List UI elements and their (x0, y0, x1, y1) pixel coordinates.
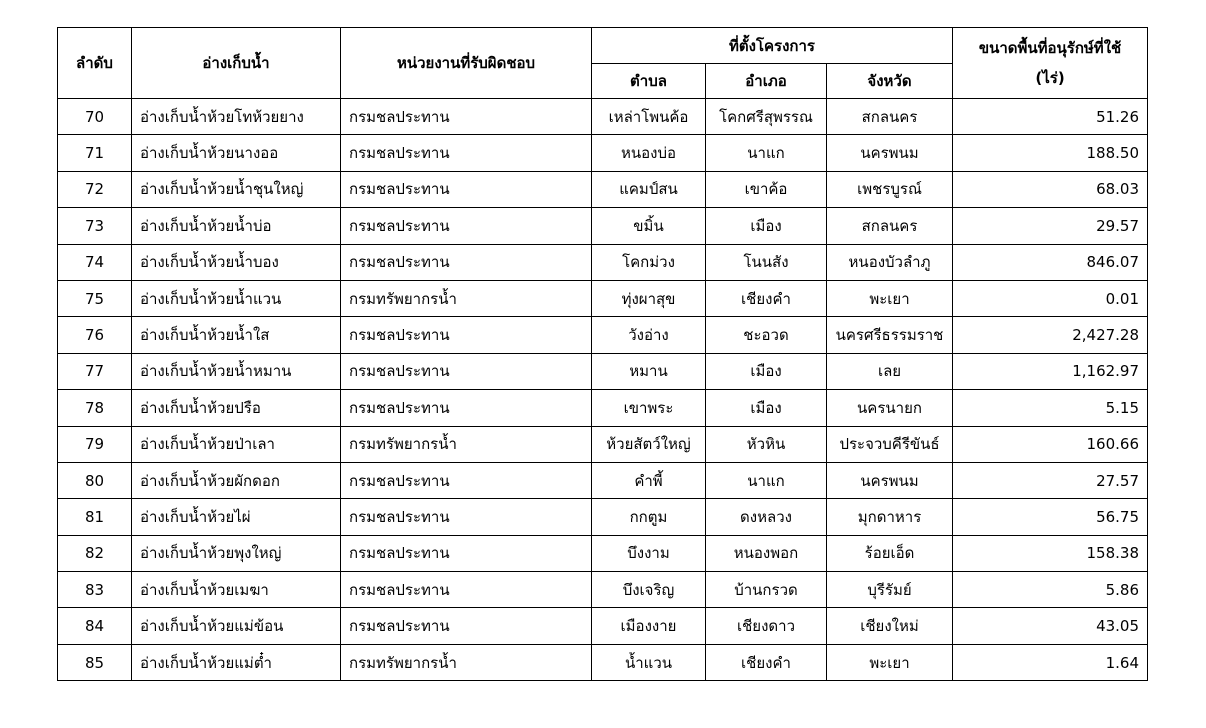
cell-district: นาแก (706, 135, 827, 171)
cell-no: 76 (58, 317, 132, 353)
table-row (58, 171, 1148, 207)
cell-area: 56.75 (953, 499, 1148, 535)
cell-district: ชะอวด (706, 317, 827, 353)
cell-district: นาแก (706, 462, 827, 498)
table-row (58, 426, 1148, 462)
cell-area: 1,162.97 (953, 353, 1148, 389)
cell-area: 43.05 (953, 608, 1148, 644)
cell-area: 1.64 (953, 644, 1148, 680)
cell-agency: กรมชลประทาน (341, 353, 592, 389)
cell-province: ประจวบคีรีขันธ์ (827, 426, 953, 462)
cell-agency: กรมชลประทาน (341, 244, 592, 280)
cell-agency: กรมชลประทาน (341, 317, 592, 353)
col-header-location: ที่ตั้งโครงการ (592, 28, 953, 64)
cell-area: 68.03 (953, 171, 1148, 207)
cell-subdistrict: หนองบ่อ (592, 135, 706, 171)
cell-reservoir-name: อ่างเก็บน้ำห้วยแม่ต๋ำ (132, 644, 341, 680)
cell-agency: กรมชลประทาน (341, 535, 592, 571)
cell-area: 5.86 (953, 572, 1148, 608)
cell-agency: กรมชลประทาน (341, 135, 592, 171)
cell-agency: กรมทรัพยากรน้ำ (341, 426, 592, 462)
col-header-area (953, 28, 1148, 99)
table-row (58, 644, 1148, 680)
table-row (58, 390, 1148, 426)
cell-reservoir-name: อ่างเก็บน้ำห้วยปรือ (132, 390, 341, 426)
table-row (58, 608, 1148, 644)
cell-reservoir-name: อ่างเก็บน้ำห้วยนางออ (132, 135, 341, 171)
cell-district: หัวหิน (706, 426, 827, 462)
col-header-no: ลำดับ (58, 28, 132, 99)
cell-reservoir-name: อ่างเก็บน้ำห้วยน้ำใส (132, 317, 341, 353)
cell-no: 84 (58, 608, 132, 644)
cell-no: 78 (58, 390, 132, 426)
cell-agency: กรมชลประทาน (341, 572, 592, 608)
cell-province: พะเยา (827, 644, 953, 680)
cell-district: เมือง (706, 390, 827, 426)
cell-district: หนองพอก (706, 535, 827, 571)
cell-district: เชียงดาว (706, 608, 827, 644)
col-header-reservoir: อ่างเก็บน้ำ (132, 28, 341, 99)
cell-district: เชียงคำ (706, 644, 827, 680)
table-row (58, 462, 1148, 498)
cell-subdistrict: ห้วยสัตว์ใหญ่ (592, 426, 706, 462)
cell-no: 77 (58, 353, 132, 389)
cell-agency: กรมทรัพยากรน้ำ (341, 280, 592, 316)
cell-reservoir-name: อ่างเก็บน้ำห้วยน้ำชุนใหญ่ (132, 171, 341, 207)
cell-area: 5.15 (953, 390, 1148, 426)
cell-no: 83 (58, 572, 132, 608)
cell-subdistrict: โคกม่วง (592, 244, 706, 280)
cell-district: เชียงคำ (706, 280, 827, 316)
cell-reservoir-name: อ่างเก็บน้ำห้วยเมฆา (132, 572, 341, 608)
cell-district: เขาค้อ (706, 171, 827, 207)
cell-province: มุกดาหาร (827, 499, 953, 535)
cell-province: เลย (827, 353, 953, 389)
cell-area: 27.57 (953, 462, 1148, 498)
cell-province: พะเยา (827, 280, 953, 316)
table-row (58, 208, 1148, 244)
cell-agency: กรมชลประทาน (341, 462, 592, 498)
table-row (58, 572, 1148, 608)
cell-subdistrict: วังอ่าง (592, 317, 706, 353)
cell-district: บ้านกรวด (706, 572, 827, 608)
table-row (58, 280, 1148, 316)
table-row (58, 99, 1148, 135)
cell-reservoir-name: อ่างเก็บน้ำห้วยผักดอก (132, 462, 341, 498)
area-header-line1: ขนาดพื้นที่อนุรักษ์ที่ใช้ (978, 39, 1122, 57)
cell-province: เชียงใหม่ (827, 608, 953, 644)
cell-area: 29.57 (953, 208, 1148, 244)
cell-district: โนนสัง (706, 244, 827, 280)
cell-district: เมือง (706, 208, 827, 244)
cell-reservoir-name: อ่างเก็บน้ำห้วยน้ำบอง (132, 244, 341, 280)
cell-province: นครพนม (827, 462, 953, 498)
cell-subdistrict: น้ำแวน (592, 644, 706, 680)
cell-subdistrict: เขาพระ (592, 390, 706, 426)
table-row (58, 317, 1148, 353)
cell-no: 72 (58, 171, 132, 207)
cell-subdistrict: ทุ่งผาสุข (592, 280, 706, 316)
cell-no: 73 (58, 208, 132, 244)
col-header-agency: หน่วยงานที่รับผิดชอบ (341, 28, 592, 99)
cell-agency: กรมชลประทาน (341, 99, 592, 135)
cell-district: โคกศรีสุพรรณ (706, 99, 827, 135)
cell-no: 71 (58, 135, 132, 171)
cell-district: เมือง (706, 353, 827, 389)
cell-subdistrict: แคมป์สน (592, 171, 706, 207)
cell-no: 70 (58, 99, 132, 135)
cell-reservoir-name: อ่างเก็บน้ำห้วยป่าเลา (132, 426, 341, 462)
cell-reservoir-name: อ่างเก็บน้ำห้วยแม่ข้อน (132, 608, 341, 644)
table-row (58, 244, 1148, 280)
cell-subdistrict: เหล่าโพนค้อ (592, 99, 706, 135)
cell-reservoir-name: อ่างเก็บน้ำห้วยน้ำหมาน (132, 353, 341, 389)
cell-reservoir-name: อ่างเก็บน้ำห้วยน้ำบ่อ (132, 208, 341, 244)
header-row-1 (58, 28, 1148, 64)
cell-province: เพชรบูรณ์ (827, 171, 953, 207)
cell-province: สกลนคร (827, 99, 953, 135)
cell-reservoir-name: อ่างเก็บน้ำห้วยไผ่ (132, 499, 341, 535)
cell-agency: กรมชลประทาน (341, 390, 592, 426)
cell-province: นครพนม (827, 135, 953, 171)
cell-agency: กรมชลประทาน (341, 608, 592, 644)
cell-reservoir-name: อ่างเก็บน้ำห้วยพุงใหญ่ (132, 535, 341, 571)
cell-area: 2,427.28 (953, 317, 1148, 353)
cell-province: สกลนคร (827, 208, 953, 244)
cell-subdistrict: ขมิ้น (592, 208, 706, 244)
cell-area: 51.26 (953, 99, 1148, 135)
cell-province: นครศรีธรรมราช (827, 317, 953, 353)
cell-province: บุรีรัมย์ (827, 572, 953, 608)
cell-subdistrict: คำพี้ (592, 462, 706, 498)
col-header-province: จังหวัด (827, 64, 953, 99)
cell-reservoir-name: อ่างเก็บน้ำห้วยโทห้วยยาง (132, 99, 341, 135)
cell-subdistrict: หมาน (592, 353, 706, 389)
cell-subdistrict: เมืองงาย (592, 608, 706, 644)
table-row (58, 535, 1148, 571)
cell-agency: กรมทรัพยากรน้ำ (341, 644, 592, 680)
cell-no: 79 (58, 426, 132, 462)
cell-no: 75 (58, 280, 132, 316)
cell-district: ดงหลวง (706, 499, 827, 535)
table-body (58, 99, 1148, 681)
cell-no: 81 (58, 499, 132, 535)
cell-area: 0.01 (953, 280, 1148, 316)
cell-area: 158.38 (953, 535, 1148, 571)
table-row (58, 135, 1148, 171)
cell-reservoir-name: อ่างเก็บน้ำห้วยน้ำแวน (132, 280, 341, 316)
cell-no: 82 (58, 535, 132, 571)
reservoir-table (57, 27, 1148, 681)
cell-province: หนองบัวลำภู (827, 244, 953, 280)
col-header-subdistrict: ตำบล (592, 64, 706, 99)
cell-no: 80 (58, 462, 132, 498)
cell-area: 846.07 (953, 244, 1148, 280)
table-row (58, 499, 1148, 535)
cell-no: 74 (58, 244, 132, 280)
cell-subdistrict: บึงเจริญ (592, 572, 706, 608)
cell-agency: กรมชลประทาน (341, 208, 592, 244)
area-header-line2: (ไร่) (1035, 69, 1065, 87)
cell-province: ร้อยเอ็ด (827, 535, 953, 571)
table-row (58, 353, 1148, 389)
cell-no: 85 (58, 644, 132, 680)
cell-subdistrict: บึงงาม (592, 535, 706, 571)
cell-area: 160.66 (953, 426, 1148, 462)
cell-province: นครนายก (827, 390, 953, 426)
table-header (58, 28, 1148, 99)
cell-area: 188.50 (953, 135, 1148, 171)
cell-agency: กรมชลประทาน (341, 499, 592, 535)
cell-agency: กรมชลประทาน (341, 171, 592, 207)
cell-subdistrict: กกตูม (592, 499, 706, 535)
col-header-district: อำเภอ (706, 64, 827, 99)
